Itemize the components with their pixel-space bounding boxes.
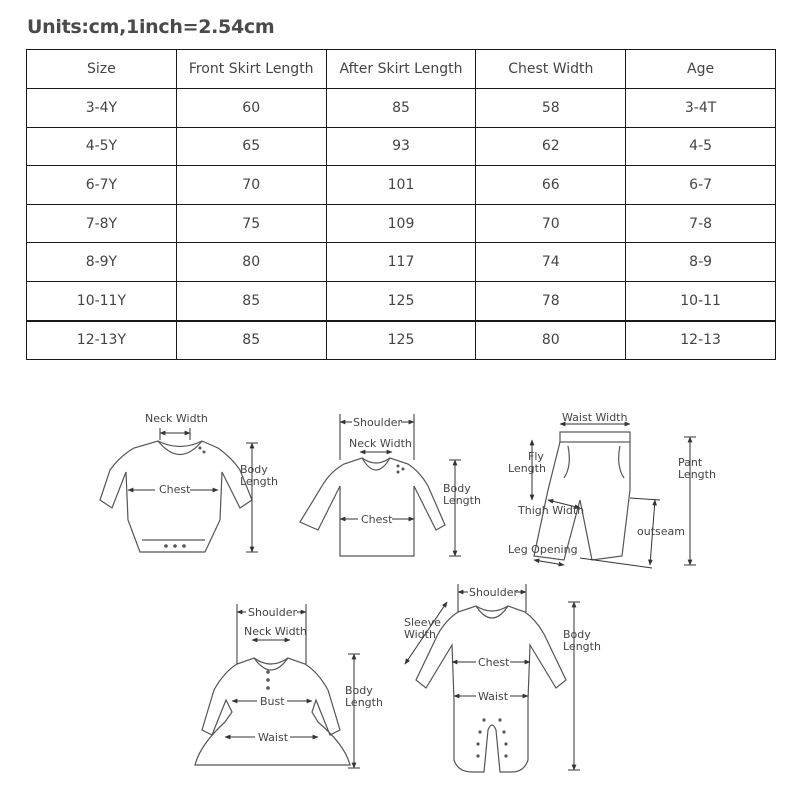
header-cell: Size — [27, 50, 177, 89]
shoulder-label: Shoulder — [248, 606, 297, 619]
waist-label: Waist — [478, 690, 509, 703]
neck-width-label: Neck Width — [244, 625, 307, 638]
pant-length-label-2: Length — [678, 468, 716, 481]
body-length-label-1: Body — [443, 482, 471, 495]
neck-width-label: Neck Width — [145, 412, 208, 425]
sleeve-width-label-2: Width — [404, 628, 436, 641]
table-cell: 117 — [326, 243, 476, 282]
waist-width-label: Waist Width — [562, 411, 628, 424]
fly-length-label-2: Length — [508, 462, 546, 475]
body-length-label-1: Body — [563, 628, 591, 641]
table-cell: 85 — [176, 321, 326, 360]
waist-label: Waist — [258, 731, 289, 744]
dress-diagram — [195, 604, 383, 768]
body-length-label-2: Length — [240, 475, 278, 488]
table-cell: 7-8Y — [27, 204, 177, 243]
table-cell: 7-8 — [626, 204, 776, 243]
chest-label: Chest — [159, 483, 191, 496]
fly-length-label-1: Fly — [528, 450, 544, 463]
table-cell: 6-7 — [626, 166, 776, 205]
header-cell: After Skirt Length — [326, 50, 476, 89]
table-cell: 62 — [476, 127, 626, 166]
table-cell: 3-4Y — [27, 89, 177, 128]
romper-diagram — [404, 584, 601, 772]
body-length-label-1: Body — [240, 463, 268, 476]
table-cell: 125 — [326, 321, 476, 360]
shoulder-label: Shoulder — [353, 416, 402, 429]
table-cell: 80 — [476, 321, 626, 360]
table-cell: 6-7Y — [27, 166, 177, 205]
header-cell: Chest Width — [476, 50, 626, 89]
table-cell: 80 — [176, 243, 326, 282]
header-cell: Front Skirt Length — [176, 50, 326, 89]
neck-width-label: Neck Width — [349, 437, 412, 450]
table-cell: 78 — [476, 281, 626, 320]
table-cell: 74 — [476, 243, 626, 282]
table-cell: 12-13Y — [27, 321, 177, 360]
thigh-width-label: Thigh Width — [518, 504, 585, 517]
bodysuit-diagram — [100, 412, 278, 552]
leg-opening-label: Leg Opening — [508, 543, 578, 556]
table-cell: 58 — [476, 89, 626, 128]
table-cell: 93 — [326, 127, 476, 166]
table-cell: 70 — [176, 166, 326, 205]
table-cell: 85 — [176, 281, 326, 320]
body-length-label-2: Length — [345, 696, 383, 709]
body-length-label-2: Length — [563, 640, 601, 653]
table-cell: 66 — [476, 166, 626, 205]
pant-length-label-1: Pant — [678, 456, 703, 469]
table-cell: 8-9 — [626, 243, 776, 282]
table-cell: 12-13 — [626, 321, 776, 360]
pants-diagram — [508, 411, 716, 568]
table-cell: 10-11Y — [27, 281, 177, 320]
table-cell: 10-11 — [626, 281, 776, 320]
table-cell: 65 — [176, 127, 326, 166]
table-cell: 75 — [176, 204, 326, 243]
chest-label: Chest — [478, 656, 510, 669]
table-cell: 70 — [476, 204, 626, 243]
header-cell: Age — [626, 50, 776, 89]
table-cell: 109 — [326, 204, 476, 243]
body-length-label-1: Body — [345, 684, 373, 697]
table-cell: 125 — [326, 281, 476, 320]
bust-label: Bust — [260, 695, 285, 708]
units-note: Units:cm,1inch=2.54cm — [27, 16, 275, 38]
chest-label: Chest — [361, 513, 393, 526]
table-cell: 60 — [176, 89, 326, 128]
table-cell: 4-5 — [626, 127, 776, 166]
outseam-label: outseam — [637, 525, 685, 538]
table-cell: 8-9Y — [27, 243, 177, 282]
table-cell: 85 — [326, 89, 476, 128]
sleeve-width-label-1: Sleeve — [404, 616, 441, 629]
body-length-label-2: Length — [443, 494, 481, 507]
table-cell: 101 — [326, 166, 476, 205]
shirt-diagram — [300, 414, 481, 556]
table-cell: 3-4T — [626, 89, 776, 128]
shoulder-label: Shoulder — [469, 586, 518, 599]
table-cell: 4-5Y — [27, 127, 177, 166]
